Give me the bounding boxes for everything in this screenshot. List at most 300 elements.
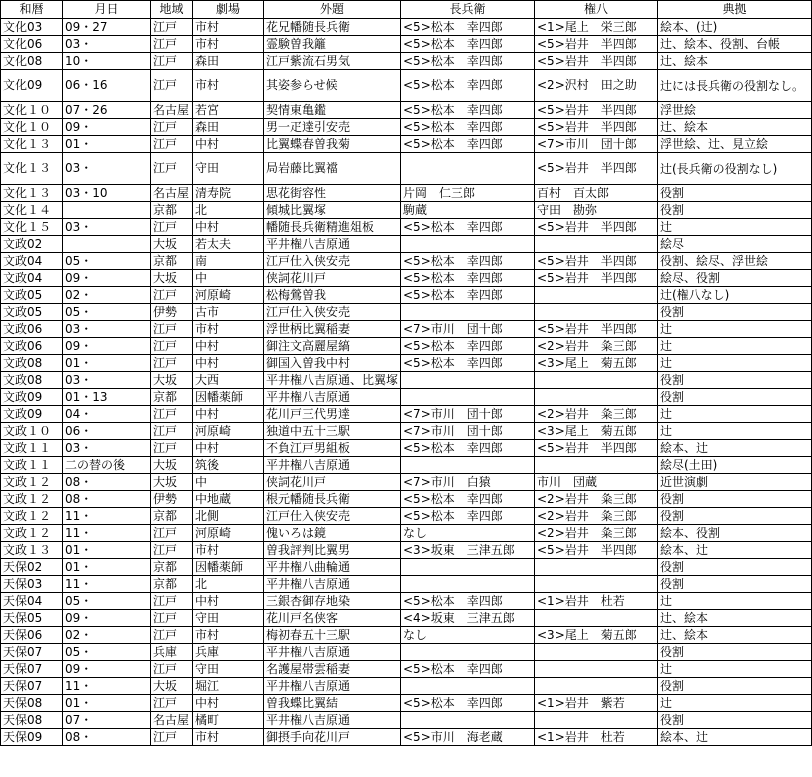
theater-cell: 北 [193, 202, 264, 219]
gonpachi-cell: <5>岩井 半四郎 [535, 153, 658, 185]
date-cell: 03・ [63, 219, 151, 236]
gonpachi-cell: <5>岩井 半四郎 [535, 219, 658, 236]
table-row [1, 70, 812, 102]
era-cell: 文化08 [1, 53, 63, 70]
title-cell: 花川戸三代男達 [264, 406, 401, 423]
gonpachi-cell: <5>岩井 半四郎 [535, 270, 658, 287]
theater-cell: 因幡薬師 [193, 559, 264, 576]
table-row [1, 355, 812, 372]
chobei-cell [401, 559, 535, 576]
table-row [1, 542, 812, 559]
era-cell: 文政04 [1, 253, 63, 270]
title-cell: 江戸紫流石男気 [264, 53, 401, 70]
chobei-cell [401, 389, 535, 406]
date-cell: 11・ [63, 508, 151, 525]
source-cell: 絵本、辻 [658, 729, 812, 746]
title-cell: 傀いろは鏡 [264, 525, 401, 542]
era-cell: 文政１２ [1, 491, 63, 508]
date-cell: 11・ [63, 525, 151, 542]
table-row [1, 576, 812, 593]
source-cell: 絵尽 [658, 236, 812, 253]
chobei-cell: <5>松本 幸四郎 [401, 593, 535, 610]
region-cell: 江戸 [151, 119, 193, 136]
gonpachi-cell [535, 287, 658, 304]
theater-cell: 河原崎 [193, 287, 264, 304]
theater-cell: 市村 [193, 70, 264, 102]
gonpachi-cell [535, 304, 658, 321]
table-row [1, 627, 812, 644]
region-cell: 江戸 [151, 423, 193, 440]
era-cell: 文政１２ [1, 474, 63, 491]
source-cell: 役割 [658, 712, 812, 729]
era-cell: 文政06 [1, 321, 63, 338]
theater-cell: 北 [193, 576, 264, 593]
era-cell: 文化１４ [1, 202, 63, 219]
date-cell: 05・ [63, 644, 151, 661]
header-region: 地域 [151, 1, 193, 19]
header-chobei: 長兵衛 [401, 1, 535, 19]
era-cell: 文政02 [1, 236, 63, 253]
source-cell: 役割 [658, 678, 812, 695]
theater-cell: 河原崎 [193, 423, 264, 440]
header-row [1, 1, 812, 19]
source-cell: 辻には長兵衛の役割なし。 [658, 70, 812, 102]
theater-cell: 中村 [193, 440, 264, 457]
region-cell: 大坂 [151, 372, 193, 389]
region-cell: 江戸 [151, 406, 193, 423]
source-cell: 役割 [658, 508, 812, 525]
chobei-cell: <7>市川 団十郎 [401, 321, 535, 338]
title-cell: 侠詞花川戸 [264, 474, 401, 491]
source-cell: 辻、絵本 [658, 119, 812, 136]
region-cell: 京都 [151, 508, 193, 525]
era-cell: 文政１１ [1, 457, 63, 474]
region-cell: 江戸 [151, 153, 193, 185]
table-row [1, 119, 812, 136]
source-cell: 役割、絵尽、浮世絵 [658, 253, 812, 270]
region-cell: 伊勢 [151, 304, 193, 321]
table-row [1, 440, 812, 457]
theater-cell: 市村 [193, 729, 264, 746]
title-cell: 平井権八吉原通 [264, 712, 401, 729]
region-cell: 大坂 [151, 457, 193, 474]
title-cell: 比翼蝶春曽我菊 [264, 136, 401, 153]
table-row [1, 53, 812, 70]
theater-cell: 森田 [193, 119, 264, 136]
era-cell: 文政１２ [1, 525, 63, 542]
chobei-cell: <5>松本 幸四郎 [401, 53, 535, 70]
title-cell: 平井権八吉原通 [264, 644, 401, 661]
source-cell: 辻 [658, 406, 812, 423]
theater-cell: 南 [193, 253, 264, 270]
gonpachi-cell: <5>岩井 半四郎 [535, 53, 658, 70]
date-cell: 08・ [63, 729, 151, 746]
theater-cell: 中 [193, 270, 264, 287]
era-cell: 文政09 [1, 406, 63, 423]
era-cell: 文化１０ [1, 119, 63, 136]
date-cell: 09・ [63, 610, 151, 627]
title-cell: 幡随長兵衛精進俎板 [264, 219, 401, 236]
region-cell: 大坂 [151, 270, 193, 287]
table-row [1, 202, 812, 219]
table-row [1, 644, 812, 661]
title-cell: 根元幡随長兵衛 [264, 491, 401, 508]
gonpachi-cell: <2>沢村 田之助 [535, 70, 658, 102]
theater-cell: 中村 [193, 695, 264, 712]
header-era: 和暦 [1, 1, 63, 19]
date-cell: 10・ [63, 53, 151, 70]
chobei-cell: <7>市川 白猿 [401, 474, 535, 491]
source-cell: 絵尽(土田) [658, 457, 812, 474]
gonpachi-cell: <2>岩井 粂三郎 [535, 406, 658, 423]
table-row [1, 559, 812, 576]
theater-cell: 橘町 [193, 712, 264, 729]
title-cell: 平井権八吉原通、比翼塚 [264, 372, 401, 389]
gonpachi-cell: <5>岩井 半四郎 [535, 321, 658, 338]
gonpachi-cell [535, 678, 658, 695]
era-cell: 天保08 [1, 712, 63, 729]
date-cell: 01・ [63, 542, 151, 559]
theater-cell: 市村 [193, 542, 264, 559]
gonpachi-cell: <5>岩井 半四郎 [535, 102, 658, 119]
gonpachi-cell: 百村 百太郎 [535, 185, 658, 202]
source-cell: 絵本、辻 [658, 440, 812, 457]
chobei-cell: なし [401, 627, 535, 644]
source-cell: 辻 [658, 695, 812, 712]
era-cell: 文政08 [1, 355, 63, 372]
title-cell: 江戸仕入侠安売 [264, 304, 401, 321]
date-cell: 05・ [63, 253, 151, 270]
source-cell: 絵本、(辻) [658, 19, 812, 36]
chobei-cell: <5>松本 幸四郎 [401, 661, 535, 678]
table-row [1, 372, 812, 389]
chobei-cell [401, 236, 535, 253]
table-row [1, 491, 812, 508]
era-cell: 文化１５ [1, 219, 63, 236]
source-cell: 役割 [658, 304, 812, 321]
table-body [1, 19, 812, 746]
title-cell: 侠詞花川戸 [264, 270, 401, 287]
chobei-cell: <5>松本 幸四郎 [401, 253, 535, 270]
date-cell: 09・ [63, 270, 151, 287]
chobei-cell: <5>松本 幸四郎 [401, 219, 535, 236]
header-date: 月日 [63, 1, 151, 19]
title-cell: 思花街容性 [264, 185, 401, 202]
title-cell: 平井権八吉原通 [264, 678, 401, 695]
date-cell: 二の替の後 [63, 457, 151, 474]
era-cell: 天保06 [1, 627, 63, 644]
theater-cell: 若宮 [193, 102, 264, 119]
date-cell: 06・16 [63, 70, 151, 102]
region-cell: 兵庫 [151, 644, 193, 661]
chobei-cell: <5>松本 幸四郎 [401, 19, 535, 36]
chobei-cell [401, 153, 535, 185]
date-cell: 06・ [63, 423, 151, 440]
chobei-cell: <5>松本 幸四郎 [401, 287, 535, 304]
gonpachi-cell [535, 559, 658, 576]
era-cell: 文政１０ [1, 423, 63, 440]
region-cell: 名古屋 [151, 712, 193, 729]
era-cell: 天保05 [1, 610, 63, 627]
date-cell: 07・26 [63, 102, 151, 119]
era-cell: 文政04 [1, 270, 63, 287]
table-row [1, 712, 812, 729]
gonpachi-cell [535, 712, 658, 729]
chobei-cell: <5>松本 幸四郎 [401, 508, 535, 525]
theater-cell: 中地蔵 [193, 491, 264, 508]
region-cell: 江戸 [151, 627, 193, 644]
region-cell: 江戸 [151, 610, 193, 627]
title-cell: 平井権八吉原通 [264, 457, 401, 474]
era-cell: 文化１３ [1, 185, 63, 202]
era-cell: 文化１０ [1, 102, 63, 119]
source-cell: 辻 [658, 321, 812, 338]
source-cell: 辻 [658, 338, 812, 355]
chobei-cell: <5>松本 幸四郎 [401, 270, 535, 287]
gonpachi-cell: 守田 勘弥 [535, 202, 658, 219]
title-cell: 御注文高麗屋縞 [264, 338, 401, 355]
source-cell: 辻(権八なし) [658, 287, 812, 304]
era-cell: 文政１２ [1, 508, 63, 525]
theater-cell: 市村 [193, 36, 264, 53]
source-cell: 絵本、辻 [658, 542, 812, 559]
date-cell: 02・ [63, 627, 151, 644]
table-row [1, 253, 812, 270]
chobei-cell: <5>市川 海老蔵 [401, 729, 535, 746]
chobei-cell [401, 644, 535, 661]
gonpachi-cell [535, 236, 658, 253]
date-cell: 07・ [63, 712, 151, 729]
region-cell: 江戸 [151, 593, 193, 610]
date-cell: 09・ [63, 119, 151, 136]
theater-cell: 若太夫 [193, 236, 264, 253]
date-cell [63, 202, 151, 219]
date-cell: 08・ [63, 474, 151, 491]
era-cell: 天保08 [1, 695, 63, 712]
region-cell: 名古屋 [151, 102, 193, 119]
gonpachi-cell: <1>岩井 杜若 [535, 593, 658, 610]
source-cell: 役割 [658, 185, 812, 202]
title-cell: 御国入曽我中村 [264, 355, 401, 372]
era-cell: 文政09 [1, 389, 63, 406]
region-cell: 大坂 [151, 474, 193, 491]
theater-cell: 市村 [193, 627, 264, 644]
table-row [1, 102, 812, 119]
table-row [1, 610, 812, 627]
title-cell: 江戸仕入侠安売 [264, 508, 401, 525]
source-cell: 浮世絵 [658, 102, 812, 119]
gonpachi-cell: <5>岩井 半四郎 [535, 36, 658, 53]
theater-cell: 河原崎 [193, 525, 264, 542]
table-row [1, 321, 812, 338]
date-cell [63, 236, 151, 253]
era-cell: 文化09 [1, 70, 63, 102]
gonpachi-cell: <5>岩井 半四郎 [535, 119, 658, 136]
table-row [1, 287, 812, 304]
header-gonpachi: 権八 [535, 1, 658, 19]
chobei-cell [401, 678, 535, 695]
region-cell: 江戸 [151, 695, 193, 712]
chobei-cell: <5>松本 幸四郎 [401, 36, 535, 53]
title-cell: 平井権八吉原通 [264, 389, 401, 406]
title-cell: 御摂手向花川戸 [264, 729, 401, 746]
date-cell: 01・ [63, 136, 151, 153]
region-cell: 江戸 [151, 729, 193, 746]
era-cell: 文化03 [1, 19, 63, 36]
theater-cell: 堀江 [193, 678, 264, 695]
title-cell: 梅初春五十三駅 [264, 627, 401, 644]
era-cell: 文政06 [1, 338, 63, 355]
gonpachi-cell: <2>岩井 粂三郎 [535, 491, 658, 508]
chobei-cell [401, 457, 535, 474]
region-cell: 江戸 [151, 321, 193, 338]
region-cell: 京都 [151, 576, 193, 593]
title-cell: 不負江戸男組板 [264, 440, 401, 457]
era-cell: 文化06 [1, 36, 63, 53]
title-cell: 三銀杏御存地染 [264, 593, 401, 610]
title-cell: 浮世柄比翼稲妻 [264, 321, 401, 338]
chobei-cell: <5>松本 幸四郎 [401, 119, 535, 136]
gonpachi-cell: <1>岩井 杜若 [535, 729, 658, 746]
gonpachi-cell: <5>岩井 半四郎 [535, 253, 658, 270]
table-row [1, 389, 812, 406]
region-cell: 京都 [151, 202, 193, 219]
theater-cell: 清寿院 [193, 185, 264, 202]
region-cell: 江戸 [151, 542, 193, 559]
theater-cell: 古市 [193, 304, 264, 321]
title-cell: 独道中五十三駅 [264, 423, 401, 440]
table-row [1, 136, 812, 153]
date-cell: 01・13 [63, 389, 151, 406]
era-cell: 文政08 [1, 372, 63, 389]
chobei-cell [401, 712, 535, 729]
gonpachi-cell [535, 610, 658, 627]
title-cell: 花川戸名侠客 [264, 610, 401, 627]
era-cell: 文化１３ [1, 153, 63, 185]
date-cell: 05・ [63, 304, 151, 321]
title-cell: 花兄幡随長兵衛 [264, 19, 401, 36]
source-cell: 役割 [658, 491, 812, 508]
chobei-cell: <7>市川 団十郎 [401, 406, 535, 423]
gonpachi-cell: <1>尾上 栄三郎 [535, 19, 658, 36]
gonpachi-cell [535, 576, 658, 593]
table-row [1, 423, 812, 440]
theater-cell: 守田 [193, 610, 264, 627]
theater-cell: 森田 [193, 53, 264, 70]
table-row [1, 153, 812, 185]
date-cell: 01・ [63, 695, 151, 712]
chobei-cell: <7>市川 団十郎 [401, 423, 535, 440]
region-cell: 江戸 [151, 70, 193, 102]
region-cell: 江戸 [151, 53, 193, 70]
date-cell: 03・ [63, 36, 151, 53]
era-cell: 文政１１ [1, 440, 63, 457]
title-cell: 江戸仕入侠安売 [264, 253, 401, 270]
region-cell: 江戸 [151, 219, 193, 236]
gonpachi-cell: <2>岩井 粂三郎 [535, 508, 658, 525]
chobei-cell: <5>松本 幸四郎 [401, 102, 535, 119]
source-cell: 辻 [658, 219, 812, 236]
chobei-cell [401, 576, 535, 593]
region-cell: 江戸 [151, 440, 193, 457]
header-title: 外題 [264, 1, 401, 19]
theater-cell: 中村 [193, 136, 264, 153]
title-cell: 平井権八吉原通 [264, 236, 401, 253]
region-cell: 江戸 [151, 19, 193, 36]
theater-cell: 中村 [193, 355, 264, 372]
date-cell: 03・ [63, 321, 151, 338]
title-cell: 平井権八曲輪通 [264, 559, 401, 576]
title-cell: 契情東亀鑑 [264, 102, 401, 119]
era-cell: 文化１３ [1, 136, 63, 153]
date-cell: 04・ [63, 406, 151, 423]
theater-cell: 中 [193, 474, 264, 491]
source-cell: 役割 [658, 372, 812, 389]
source-cell: 浮世絵、辻、見立絵 [658, 136, 812, 153]
date-cell: 05・ [63, 593, 151, 610]
source-cell: 絵本、役割 [658, 525, 812, 542]
chobei-cell: 駒蔵 [401, 202, 535, 219]
era-cell: 天保04 [1, 593, 63, 610]
table-row [1, 508, 812, 525]
source-cell: 辻 [658, 423, 812, 440]
chobei-cell [401, 304, 535, 321]
region-cell: 大坂 [151, 236, 193, 253]
gonpachi-cell [535, 372, 658, 389]
title-cell: 名護屋帯雲稲妻 [264, 661, 401, 678]
theater-cell: 市村 [193, 321, 264, 338]
theater-cell: 中村 [193, 406, 264, 423]
chobei-cell: <4>坂東 三津五郎 [401, 610, 535, 627]
era-cell: 天保07 [1, 644, 63, 661]
table-row [1, 185, 812, 202]
region-cell: 名古屋 [151, 185, 193, 202]
theater-cell: 守田 [193, 661, 264, 678]
region-cell: 京都 [151, 389, 193, 406]
gonpachi-cell: <3>尾上 菊五郎 [535, 423, 658, 440]
region-cell: 江戸 [151, 525, 193, 542]
theater-cell: 中村 [193, 593, 264, 610]
region-cell: 大坂 [151, 678, 193, 695]
title-cell: 松梅鶯曽我 [264, 287, 401, 304]
gonpachi-cell [535, 389, 658, 406]
region-cell: 江戸 [151, 136, 193, 153]
gonpachi-cell [535, 644, 658, 661]
chobei-cell [401, 372, 535, 389]
era-cell: 文政１３ [1, 542, 63, 559]
era-cell: 天保03 [1, 576, 63, 593]
theater-cell: 市村 [193, 19, 264, 36]
title-cell: 男一疋達引安売 [264, 119, 401, 136]
source-cell: 絵尽、役割 [658, 270, 812, 287]
header-source: 典拠 [658, 1, 812, 19]
table-row [1, 338, 812, 355]
title-cell: 傾城比翼塚 [264, 202, 401, 219]
region-cell: 伊勢 [151, 491, 193, 508]
table-row [1, 729, 812, 746]
theater-cell: 因幡薬師 [193, 389, 264, 406]
theater-cell: 北側 [193, 508, 264, 525]
title-cell: 局岩藤比翼襠 [264, 153, 401, 185]
gonpachi-cell: <2>岩井 粂三郎 [535, 525, 658, 542]
date-cell: 03・ [63, 153, 151, 185]
theater-cell: 中村 [193, 338, 264, 355]
theater-cell: 兵庫 [193, 644, 264, 661]
date-cell: 11・ [63, 576, 151, 593]
gonpachi-cell: <5>岩井 半四郎 [535, 440, 658, 457]
source-cell: 辻 [658, 661, 812, 678]
table-row [1, 406, 812, 423]
